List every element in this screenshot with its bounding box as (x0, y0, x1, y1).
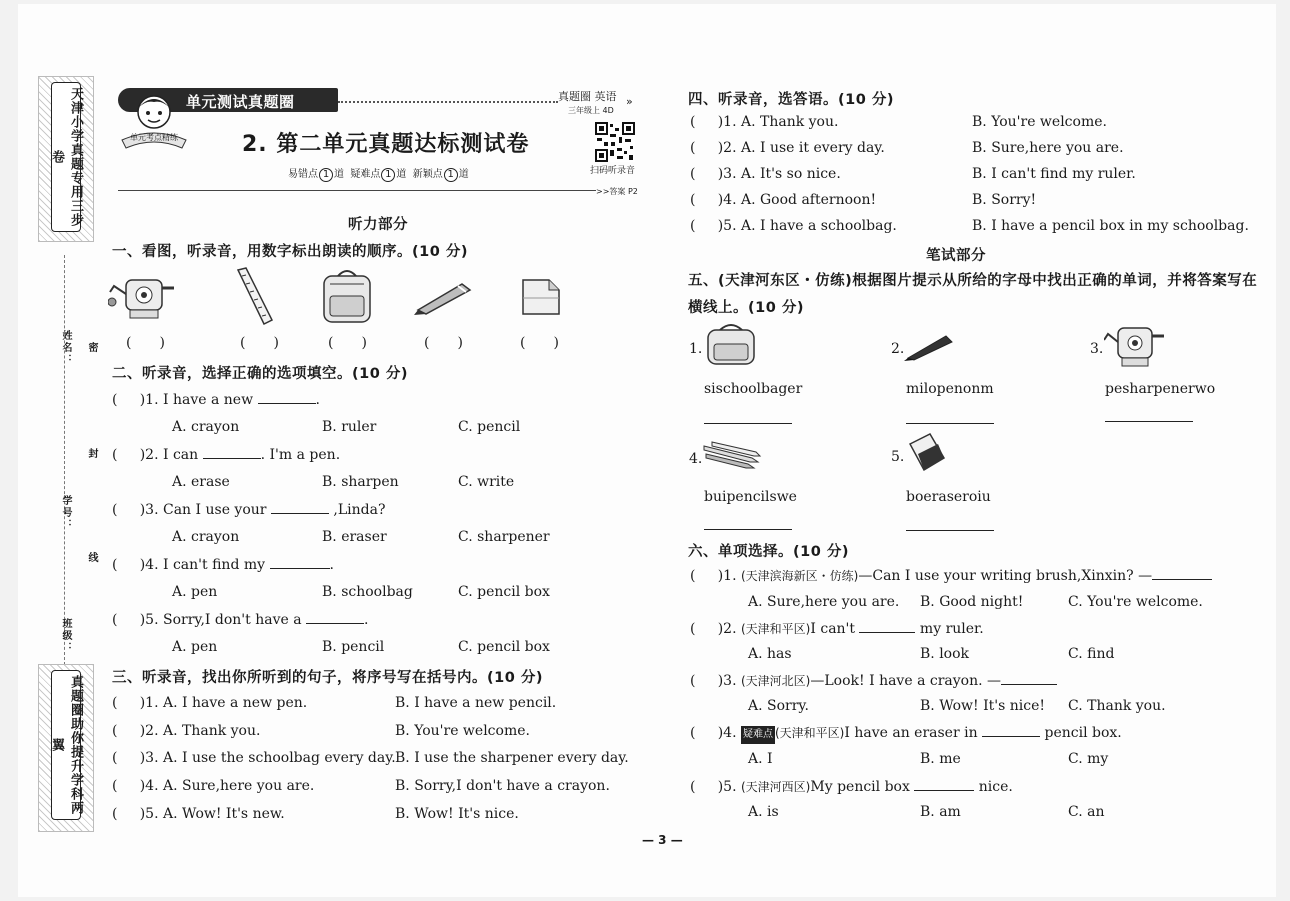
s5-num-4: 4. (689, 451, 703, 467)
s6-q2: ( )2. (天津和平区)I can't my ruler. (690, 621, 984, 637)
name-label: 姓名： (60, 330, 71, 366)
s3-q1-option-b: B. I have a new pencil. (395, 695, 557, 711)
s6-q4-stem: I have an eraser in (844, 725, 983, 741)
s3-heading: 三、听录音，找出你所听到的句子，将序号写在括号内。(10 分) (112, 670, 543, 686)
s2-q2-option-a: A. erase (172, 474, 230, 490)
s6-heading: 六、单项选择。(10 分) (688, 544, 849, 560)
s6-q4-option-c: C. my (1068, 751, 1109, 767)
s6-q1: ( )1. (天津滨海新区・仿练)—Can I use your writing brush,Xinxin? — (690, 566, 1212, 585)
s4-q1-option-a: )1. A. Thank you. (717, 114, 839, 130)
s4-q1: ( )1. A. Thank you. (690, 114, 839, 130)
s3-q2-option-a: )2. A. Thank you. (139, 723, 261, 739)
s2-q3-option-b: B. eraser (322, 529, 387, 545)
qr-code-icon[interactable] (595, 122, 635, 162)
s2-q1-option-c: C. pencil (458, 419, 521, 435)
s6-q3-option-c: C. Thank you. (1068, 698, 1166, 714)
badge-count-1: 1 (319, 168, 333, 182)
s4-q3: ( )3. A. It's so nice. (690, 166, 841, 182)
s6-q1-blank[interactable] (1152, 566, 1212, 580)
s2-q5: ( )5. Sorry,I don't have a . (112, 612, 369, 628)
s6-q3-stem: —Look! I have a crayon. — (810, 673, 1002, 689)
mascot-ribbon: 单元考点精练 (130, 133, 178, 142)
s2-q5-stem: )5. Sorry,I don't have a (139, 612, 307, 628)
s6-q5-num: )5. (717, 779, 741, 795)
s5-eraser-icon (902, 430, 948, 476)
schoolbag-icon (318, 266, 376, 326)
s4-q2: ( )2. A. I use it every day. (690, 140, 885, 156)
s4-q2-option-a: )2. A. I use it every day. (717, 140, 885, 156)
eraser-icon (515, 272, 563, 320)
s3-q2-option-b: B. You're welcome. (395, 723, 530, 739)
s6-q4-num: )4. (717, 725, 741, 741)
s2-q2-option-b: B. sharpen (322, 474, 399, 490)
s4-q2-option-b: B. Sure,here you are. (972, 140, 1124, 156)
badge-label-2: 疑难点 (350, 169, 381, 180)
s6-q5-option-c: C. an (1068, 804, 1105, 820)
seal-line (64, 255, 65, 665)
s5-letters-5: boeraseroiu (906, 489, 991, 505)
s6-q4-source: (天津和平区) (775, 726, 845, 740)
s2-q5-option-a: A. pen (172, 639, 218, 655)
qr-caption: 扫码听录音 (590, 166, 636, 176)
seal-char-2: 封 (86, 448, 97, 460)
s2-q2-stem-end: . I'm a pen. (260, 447, 341, 463)
s2-q3-option-a: A. crayon (172, 529, 240, 545)
s6-q4-stem-end: pencil box. (1040, 725, 1122, 741)
s3-q3: ( )3. A. I use the schoolbag every day. (112, 750, 396, 766)
s1-paren-4[interactable]: ( ) (424, 335, 463, 351)
s5-heading-2: 横线上。(10 分) (688, 300, 804, 316)
s5-pen-icon (904, 330, 956, 362)
s2-q5-blank[interactable] (306, 610, 364, 624)
s4-q5-option-a: )5. A. I have a schoolbag. (717, 218, 897, 234)
s2-q3-blank[interactable] (271, 500, 329, 514)
s3-q2: ( )2. A. Thank you. (112, 723, 261, 739)
s5-letters-3: pesharpenerwo (1105, 381, 1216, 397)
s4-heading: 四、听录音，选答语。(10 分) (688, 92, 894, 108)
s6-q2-option-c: C. find (1068, 646, 1115, 662)
s2-q1-stem: )1. I have a new (139, 392, 258, 408)
s6-q4-blank[interactable] (982, 723, 1040, 737)
s1-paren-1[interactable]: ( ) (126, 335, 165, 351)
s3-q1: ( )1. A. I have a new pen. (112, 695, 308, 711)
s3-q4-option-a: )4. A. Sure,here you are. (139, 778, 315, 794)
s6-q2-option-b: B. look (920, 646, 970, 662)
seal-char-1: 密 (86, 342, 97, 354)
s6-q4-option-a: A. I (748, 751, 773, 767)
s5-letters-1: sischoolbager (704, 381, 803, 397)
brand: 真题圈 英语 (558, 90, 617, 103)
s2-q1-option-b: B. ruler (322, 419, 377, 435)
s6-q2-option-a: A. has (748, 646, 792, 662)
s6-q5-option-b: B. am (920, 804, 961, 820)
s6-q2-source: (天津和平区) (741, 622, 811, 636)
class-label: 班级： (60, 618, 71, 654)
badge-label-3: 新颖点 (412, 169, 443, 180)
s3-q5: ( )5. A. Wow! It's new. (112, 806, 285, 822)
s5-sharpener-icon (1104, 320, 1166, 370)
s6-q1-option-a: A. Sure,here you are. (748, 594, 900, 610)
s2-q2-blank[interactable] (203, 445, 261, 459)
s4-q1-option-b: B. You're welcome. (972, 114, 1107, 130)
s4-q4: ( )4. A. Good afternoon! (690, 192, 877, 208)
s6-q5-source: (天津河西区) (741, 780, 811, 794)
s5-num-5: 5. (891, 449, 905, 465)
page-number: — 3 — (642, 833, 683, 847)
s6-q3-blank[interactable] (1001, 671, 1057, 685)
s2-q2-option-c: C. write (458, 474, 515, 490)
s6-q3-option-a: A. Sorry. (748, 698, 809, 714)
s2-q3-option-c: C. sharpener (458, 529, 550, 545)
margin-top-box-text: 天津小学真题专用三步卷 (49, 87, 83, 227)
banner-dots (338, 101, 558, 103)
s6-q2-stem: I can't (810, 621, 860, 637)
s2-q4-option-a: A. pen (172, 584, 218, 600)
s6-q4: ( )4. 疑难点 (天津和平区)I have an eraser in pencil box. (690, 723, 1122, 744)
grade-label: 三年级上 4D (568, 106, 614, 115)
s5-letters-2: milopenonm (906, 381, 994, 397)
seal-char-3: 线 (86, 552, 97, 564)
s5-heading-1: 五、(天津河东区・仿练)根据图片提示从所给的字母中找出正确的单词，并将答案写在 (688, 273, 1258, 289)
s6-q4-difficulty-tag: 疑难点 (741, 726, 775, 744)
s3-q3-option-b: B. I use the sharpener every day. (395, 750, 629, 766)
s3-q3-option-a: )3. A. I use the schoolbag every day. (139, 750, 396, 766)
s4-q5-option-b: B. I have a pencil box in my schoolbag. (972, 218, 1249, 234)
s3-q5-option-a: )5. A. Wow! It's new. (139, 806, 285, 822)
s5-answer-line-4[interactable] (704, 529, 792, 530)
answer-ref: >>答案 P2 (596, 187, 638, 196)
s3-q5-option-b: B. Wow! It's nice. (395, 806, 519, 822)
s1-paren-3[interactable]: ( ) (328, 335, 367, 351)
header-rule (118, 190, 596, 191)
s6-q1-option-b: B. Good night! (920, 594, 1024, 610)
s6-q2-num: )2. (717, 621, 741, 637)
s6-q1-stem: —Can I use your writing brush,Xinxin? — (858, 568, 1153, 584)
s6-q3: ( )3. (天津河北区)—Look! I have a crayon. — (690, 671, 1057, 690)
s1-paren-5[interactable]: ( ) (520, 335, 559, 351)
s3-q4-option-b: B. Sorry,I don't have a crayon. (395, 778, 610, 794)
page-title: 2. 第二单元真题达标测试卷 (242, 132, 530, 157)
sharpener-icon (108, 268, 178, 324)
badge-count-2: 1 (381, 168, 395, 182)
s6-q2-stem-end: my ruler. (915, 621, 984, 637)
s5-answer-line-5[interactable] (906, 530, 994, 531)
s2-q4-blank[interactable] (270, 555, 330, 569)
s2-heading: 二、听录音，选择正确的选项填空。(10 分) (112, 366, 408, 382)
s3-q4: ( )4. A. Sure,here you are. (112, 778, 315, 794)
s5-pencils-icon (702, 440, 762, 470)
s5-answer-line-1[interactable] (704, 423, 792, 424)
s4-q5: ( )5. A. I have a schoolbag. (690, 218, 897, 234)
margin-bottom-box (51, 670, 81, 820)
s2-q4-stem-end: . (329, 557, 334, 573)
brand-chevron: » (626, 95, 633, 108)
s2-q2-stem: )2. I can (139, 447, 203, 463)
badge-label-1: 易错点 (288, 169, 318, 180)
badge-unit-2: 道 (396, 169, 407, 180)
s5-letters-4: buipencilswe (704, 489, 797, 505)
s2-q1-blank[interactable] (258, 390, 316, 404)
s6-q3-option-b: B. Wow! It's nice! (920, 698, 1046, 714)
s6-q5-stem: My pencil box (810, 779, 915, 795)
s2-q3: ( )3. Can I use your ,Linda? (112, 502, 386, 518)
badge-count-3: 1 (444, 168, 458, 182)
s2-q5-option-c: C. pencil box (458, 639, 550, 655)
s2-q1-stem-end: . (315, 392, 320, 408)
listening-title: 听力部分 (348, 217, 408, 233)
s6-q5-stem-end: nice. (974, 779, 1013, 795)
s2-q4: ( )4. I can't find my . (112, 557, 334, 573)
s5-answer-line-3[interactable] (1105, 421, 1193, 422)
s2-q4-option-c: C. pencil box (458, 584, 550, 600)
s5-num-1: 1. (689, 341, 703, 357)
s6-q1-option-c: C. You're welcome. (1068, 594, 1203, 610)
badge-unit-1: 道 (334, 169, 344, 180)
badges-row (288, 166, 469, 184)
s1-paren-2[interactable]: ( ) (240, 335, 279, 351)
s4-q4-option-a: )4. A. Good afternoon! (717, 192, 877, 208)
s2-q4-option-b: B. schoolbag (322, 584, 413, 600)
s1-heading: 一、看图，听录音，用数字标出朗读的顺序。(10 分) (112, 244, 468, 260)
s6-q5-blank[interactable] (914, 777, 974, 791)
s6-q2-blank[interactable] (859, 619, 915, 633)
s6-q3-num: )3. (717, 673, 741, 689)
school-label: 学号： (60, 495, 71, 531)
s4-q4-option-b: B. Sorry! (972, 192, 1037, 208)
s6-q4-option-b: B. me (920, 751, 961, 767)
s5-schoolbag-icon (702, 322, 760, 368)
s2-q3-stem-end: ,Linda? (328, 502, 386, 518)
s2-q1-option-a: A. crayon (172, 419, 240, 435)
badge-unit-3: 道 (458, 169, 469, 180)
s6-q3-source: (天津河北区) (741, 674, 811, 688)
s6-q5-option-a: A. is (748, 804, 779, 820)
s6-q5: ( )5. (天津河西区)My pencil box nice. (690, 779, 1013, 795)
s2-q5-stem-end: . (364, 612, 369, 628)
s5-answer-line-2[interactable] (906, 423, 994, 424)
s4-q3-option-a: )3. A. It's so nice. (717, 166, 841, 182)
written-title: 笔试部分 (926, 248, 986, 264)
s6-q1-source: (天津滨海新区・仿练) (741, 569, 859, 583)
s5-num-3: 3. (1090, 341, 1104, 357)
pen-icon (414, 276, 474, 316)
margin-bottom-box-text: 真题圈助你提升学科两翼 (49, 675, 83, 815)
s2-q4-stem: )4. I can't find my (139, 557, 270, 573)
s3-q1-option-a: )1. A. I have a new pen. (139, 695, 308, 711)
s2-q5-option-b: B. pencil (322, 639, 385, 655)
s5-num-2: 2. (891, 341, 905, 357)
s2-q3-stem: )3. Can I use your (139, 502, 271, 518)
s2-q2: ( )2. I can . I'm a pen. (112, 447, 341, 463)
banner-title: 单元测试真题圈 (186, 93, 295, 111)
ruler-icon (232, 266, 276, 326)
margin-top-box (51, 82, 81, 232)
s4-q3-option-b: B. I can't find my ruler. (972, 166, 1136, 182)
s6-q1-num: )1. (717, 568, 741, 584)
s2-q1: ( )1. I have a new . (112, 392, 320, 408)
